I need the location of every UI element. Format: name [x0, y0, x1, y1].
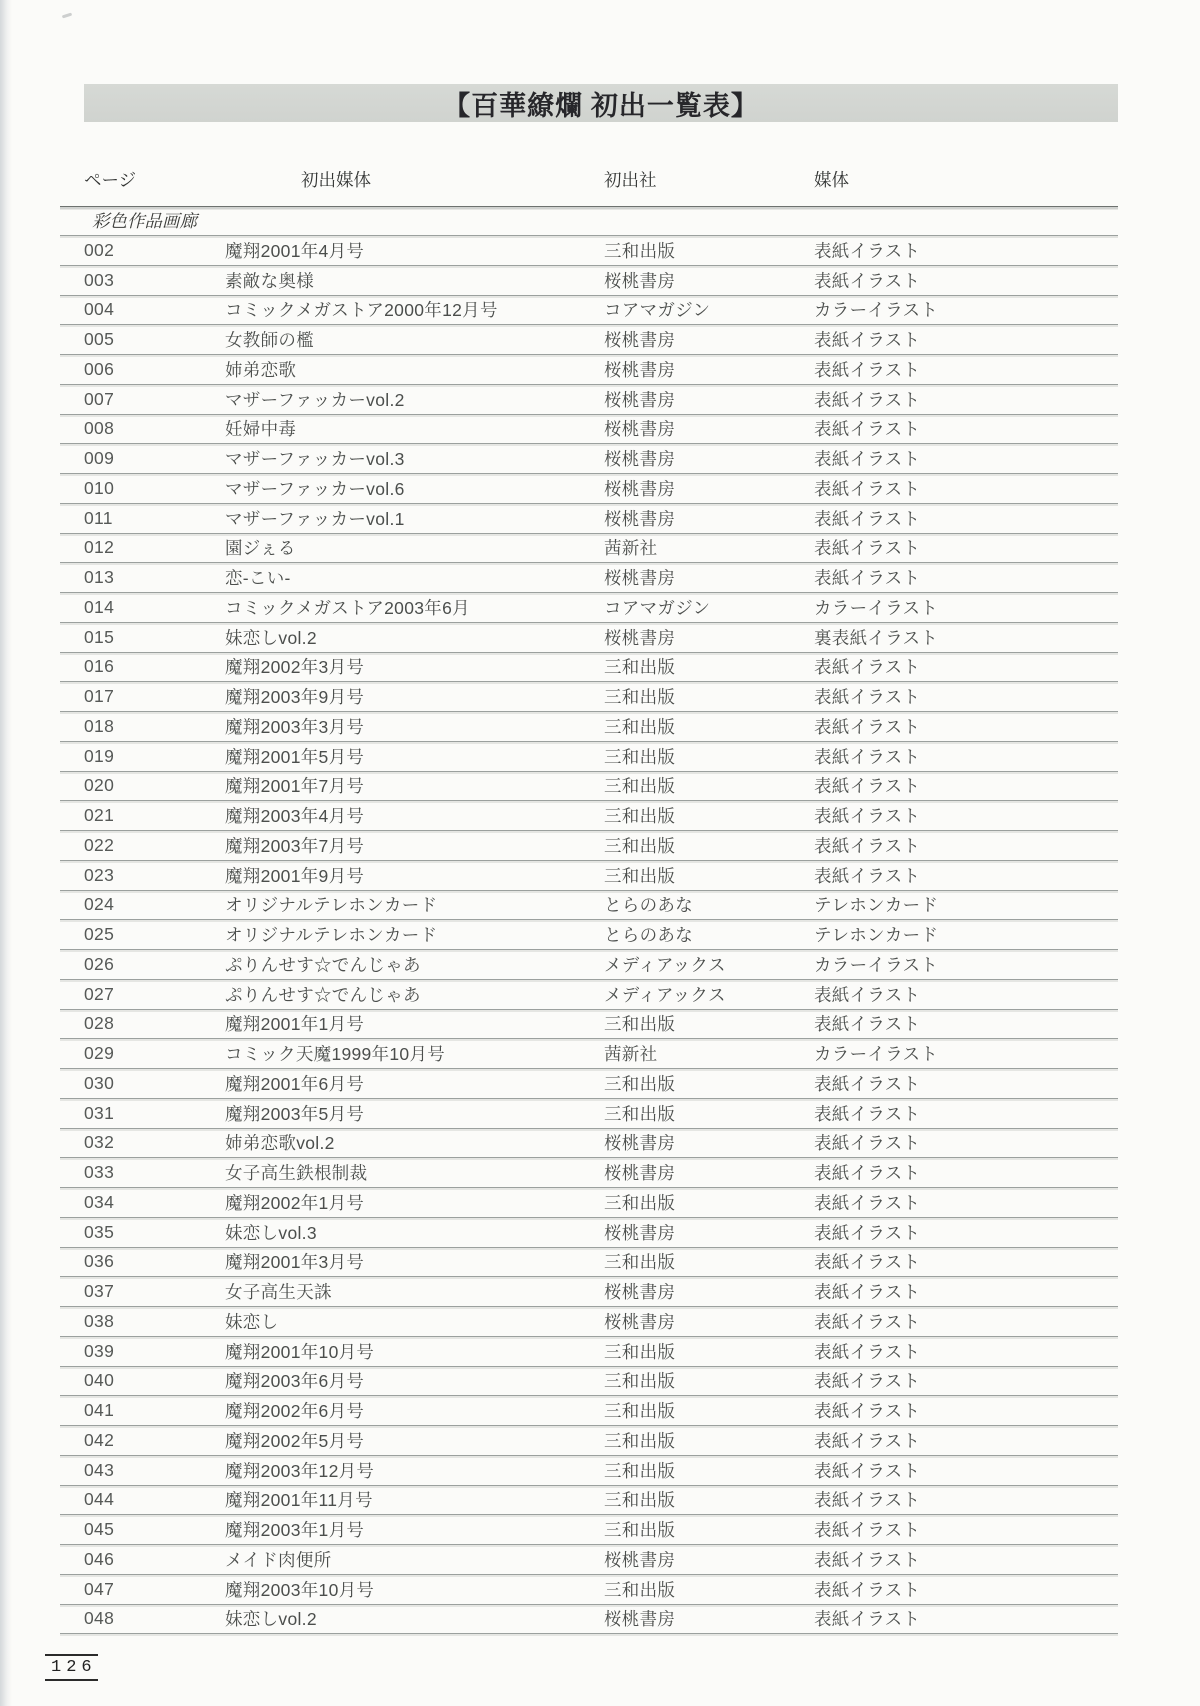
- cell-media: 魔翔2003年1月号: [225, 1520, 365, 1541]
- cell-page-number: 025: [84, 924, 115, 945]
- cell-type: テレホンカード: [814, 895, 939, 916]
- cell-page-number: 030: [84, 1072, 115, 1093]
- table-row: [60, 1248, 1118, 1278]
- cell-publisher: メディアックス: [604, 984, 726, 1005]
- title-bar: [84, 84, 1118, 122]
- cell-media: 妊婦中毒: [225, 419, 297, 440]
- cell-media: オリジナルテレホンカード: [225, 925, 438, 946]
- cell-media: 魔翔2003年12月号: [225, 1460, 375, 1481]
- cell-media: 女教師の檻: [225, 330, 314, 351]
- cell-media: 魔翔2001年6月号: [225, 1073, 365, 1094]
- table-row: [60, 920, 1118, 950]
- cell-publisher: 桜桃書房: [604, 1609, 676, 1630]
- cell-type: 表紙イラスト: [814, 419, 921, 440]
- cell-media: 魔翔2003年6月号: [225, 1371, 365, 1392]
- cell-type: 表紙イラスト: [814, 538, 921, 559]
- table-row: [60, 742, 1118, 772]
- cell-media: コミックメガストア2003年6月: [225, 597, 470, 618]
- cell-type: 表紙イラスト: [814, 330, 921, 351]
- cell-publisher: 三和出版: [604, 746, 676, 767]
- table-row: [60, 534, 1118, 564]
- cell-page-number: 042: [84, 1429, 115, 1450]
- cell-page-number: 012: [84, 537, 115, 558]
- cell-publisher: 三和出版: [604, 1252, 676, 1273]
- cell-page-number: 028: [84, 1013, 115, 1034]
- cell-publisher: 三和出版: [604, 1579, 676, 1600]
- cell-type: 表紙イラスト: [814, 687, 921, 708]
- cell-type: 表紙イラスト: [814, 1609, 921, 1630]
- page-title: 【百華繚爛 初出一覧表】: [443, 90, 759, 121]
- table-row: [60, 444, 1118, 474]
- cell-media: ぷりんせす☆でんじゃあ: [225, 954, 421, 975]
- cell-type: 表紙イラスト: [814, 1252, 921, 1273]
- cell-publisher: 茜新社: [604, 538, 658, 559]
- cell-page-number: 022: [84, 834, 115, 855]
- cell-type: 表紙イラスト: [814, 835, 921, 856]
- cell-publisher: 三和出版: [604, 1371, 676, 1392]
- cell-media: 魔翔2003年3月号: [225, 716, 365, 737]
- cell-media: コミックメガストア2000年12月号: [225, 300, 498, 321]
- table-row: [60, 1456, 1118, 1486]
- cell-type: 表紙イラスト: [814, 1163, 921, 1184]
- cell-media: 姉弟恋歌: [225, 359, 297, 380]
- cell-publisher: 桜桃書房: [604, 508, 676, 529]
- first-publication-table: [60, 165, 1118, 1634]
- cell-media: 園ジぇる: [225, 538, 296, 559]
- col-header-media: 初出媒体: [301, 170, 371, 190]
- cell-page-number: 009: [84, 448, 115, 469]
- cell-page-number: 020: [84, 775, 115, 796]
- table-row: [60, 236, 1118, 266]
- table-row: [60, 1426, 1118, 1456]
- cell-page-number: 047: [84, 1578, 115, 1599]
- cell-type: 表紙イラスト: [814, 716, 921, 737]
- cell-page-number: 026: [84, 953, 115, 974]
- cell-page-number: 031: [84, 1102, 115, 1123]
- cell-media: 魔翔2001年9月号: [225, 865, 365, 886]
- cell-type: 表紙イラスト: [814, 1371, 921, 1392]
- cell-type: 表紙イラスト: [814, 1014, 921, 1035]
- cell-publisher: 三和出版: [604, 687, 676, 708]
- cell-type: 表紙イラスト: [814, 657, 921, 678]
- table-row: [60, 1039, 1118, 1069]
- cell-page-number: 038: [84, 1310, 115, 1331]
- cell-publisher: 三和出版: [604, 1401, 676, 1422]
- table-row: [60, 950, 1118, 980]
- cell-media: 魔翔2001年1月号: [225, 1014, 365, 1035]
- cell-type: 表紙イラスト: [814, 568, 921, 589]
- table-row: [60, 325, 1118, 355]
- cell-publisher: 桜桃書房: [604, 270, 676, 291]
- table-row: [60, 1277, 1118, 1307]
- cell-type: 表紙イラスト: [814, 984, 921, 1005]
- cell-media: 魔翔2001年3月号: [225, 1252, 365, 1273]
- cell-publisher: 三和出版: [604, 1430, 676, 1451]
- cell-publisher: 桜桃書房: [604, 1311, 676, 1332]
- cell-page-number: 010: [84, 477, 115, 498]
- cell-publisher: 桜桃書房: [604, 419, 676, 440]
- cell-page-number: 034: [84, 1191, 115, 1212]
- cell-type: 表紙イラスト: [814, 1192, 921, 1213]
- col-header-type: 媒体: [814, 170, 849, 190]
- cell-media: 女子高生鉄根制裁: [225, 1163, 368, 1184]
- table-body: [60, 236, 1118, 1634]
- cell-type: 表紙イラスト: [814, 1460, 921, 1481]
- cell-media: 妹恋しvol.3: [225, 1222, 317, 1243]
- cell-publisher: 三和出版: [604, 240, 676, 261]
- cell-publisher: 桜桃書房: [604, 330, 676, 351]
- table-row: [60, 1545, 1118, 1575]
- cell-page-number: 004: [84, 299, 115, 320]
- cell-type: 表紙イラスト: [814, 865, 921, 886]
- cell-type: カラーイラスト: [814, 1044, 939, 1065]
- table-row: [60, 1188, 1118, 1218]
- cell-media: 妹恋し: [225, 1311, 279, 1332]
- table-row: [60, 1486, 1118, 1516]
- cell-publisher: 三和出版: [604, 865, 676, 886]
- table-row: [60, 861, 1118, 891]
- table-header-row: [60, 165, 1118, 207]
- table-row: [60, 1307, 1118, 1337]
- cell-publisher: 桜桃書房: [604, 449, 676, 470]
- table-row: [60, 504, 1118, 534]
- cell-media: 魔翔2003年5月号: [225, 1103, 365, 1124]
- cell-page-number: 024: [84, 894, 115, 915]
- cell-media: 妹恋しvol.2: [225, 1609, 317, 1630]
- cell-publisher: 三和出版: [604, 806, 676, 827]
- cell-type: 表紙イラスト: [814, 359, 921, 380]
- cell-page-number: 032: [84, 1132, 115, 1153]
- cell-page-number: 016: [84, 656, 115, 677]
- cell-page-number: 005: [84, 329, 115, 350]
- page-number: 126: [45, 1654, 98, 1681]
- cell-publisher: 三和出版: [604, 1073, 676, 1094]
- cell-page-number: 013: [84, 567, 115, 588]
- cell-publisher: 桜桃書房: [604, 1282, 676, 1303]
- table-row: [60, 296, 1118, 326]
- cell-media: 魔翔2003年4月号: [225, 806, 365, 827]
- cell-page-number: 037: [84, 1281, 115, 1302]
- cell-media: マザーファッカーvol.2: [225, 389, 405, 410]
- section-row: [60, 207, 1118, 236]
- cell-type: 表紙イラスト: [814, 1520, 921, 1541]
- cell-media: 魔翔2002年1月号: [225, 1192, 365, 1213]
- cell-publisher: 三和出版: [604, 1520, 676, 1541]
- table-row: [60, 474, 1118, 504]
- cell-page-number: 014: [84, 596, 115, 617]
- cell-publisher: 桜桃書房: [604, 389, 676, 410]
- cell-publisher: 三和出版: [604, 1341, 676, 1362]
- cell-media: マザーファッカーvol.3: [225, 449, 405, 470]
- cell-media: マザーファッカーvol.1: [225, 508, 405, 529]
- cell-publisher: とらのあな: [604, 925, 693, 946]
- section-label: 彩色作品画廊: [92, 211, 197, 231]
- table-row: [60, 563, 1118, 593]
- cell-publisher: 三和出版: [604, 1460, 676, 1481]
- table-row: [60, 623, 1118, 653]
- cell-page-number: 045: [84, 1519, 115, 1540]
- cell-media: 魔翔2002年6月号: [225, 1401, 365, 1422]
- cell-page-number: 007: [84, 388, 115, 409]
- cell-media: 素敵な奥様: [225, 270, 314, 291]
- cell-publisher: 茜新社: [604, 1044, 658, 1065]
- table-row: [60, 1337, 1118, 1367]
- cell-type: 表紙イラスト: [814, 806, 921, 827]
- cell-media: 妹恋しvol.2: [225, 627, 317, 648]
- cell-publisher: 三和出版: [604, 835, 676, 856]
- cell-media: 魔翔2003年9月号: [225, 687, 365, 708]
- cell-media: コミック天魔1999年10月号: [225, 1044, 446, 1065]
- cell-media: 魔翔2001年10月号: [225, 1341, 375, 1362]
- cell-type: 表紙イラスト: [814, 508, 921, 529]
- table-row: [60, 1129, 1118, 1159]
- table-row: [60, 712, 1118, 742]
- cell-media: 恋-こい-: [225, 568, 291, 589]
- cell-media: 魔翔2003年10月号: [225, 1579, 375, 1600]
- cell-publisher: 桜桃書房: [604, 478, 676, 499]
- cell-publisher: 桜桃書房: [604, 1163, 676, 1184]
- cell-publisher: 三和出版: [604, 657, 676, 678]
- table-row: [60, 1069, 1118, 1099]
- cell-type: 表紙イラスト: [814, 270, 921, 291]
- cell-page-number: 041: [84, 1400, 115, 1421]
- cell-media: 魔翔2001年5月号: [225, 746, 365, 767]
- cell-publisher: とらのあな: [604, 895, 693, 916]
- cell-publisher: 三和出版: [604, 1192, 676, 1213]
- cell-type: 表紙イラスト: [814, 1579, 921, 1600]
- cell-page-number: 027: [84, 983, 115, 1004]
- cell-type: 表紙イラスト: [814, 1549, 921, 1570]
- cell-media: 魔翔2002年5月号: [225, 1430, 365, 1451]
- cell-type: 表紙イラスト: [814, 1133, 921, 1154]
- cell-page-number: 002: [84, 239, 115, 260]
- cell-type: 表紙イラスト: [814, 1073, 921, 1094]
- table-row: [60, 1515, 1118, 1545]
- cell-media: 魔翔2003年7月号: [225, 835, 365, 856]
- table-row: [60, 1158, 1118, 1188]
- cell-publisher: 桜桃書房: [604, 1133, 676, 1154]
- col-header-page: ページ: [84, 170, 137, 190]
- cell-publisher: 桜桃書房: [604, 627, 676, 648]
- table-row: [60, 1367, 1118, 1397]
- cell-type: 表紙イラスト: [814, 389, 921, 410]
- cell-type: 表紙イラスト: [814, 1311, 921, 1332]
- cell-page-number: 040: [84, 1370, 115, 1391]
- cell-publisher: 桜桃書房: [604, 568, 676, 589]
- table-row: [60, 385, 1118, 415]
- cell-media: 女子高生天誅: [225, 1282, 332, 1303]
- table-row: [60, 980, 1118, 1010]
- cell-page-number: 015: [84, 626, 115, 647]
- cell-type: 表紙イラスト: [814, 1401, 921, 1422]
- table-row: [60, 593, 1118, 623]
- cell-publisher: 三和出版: [604, 1014, 676, 1035]
- cell-page-number: 036: [84, 1251, 115, 1272]
- cell-media: 姉弟恋歌vol.2: [225, 1133, 335, 1154]
- cell-type: 表紙イラスト: [814, 1430, 921, 1451]
- cell-page-number: 039: [84, 1340, 115, 1361]
- cell-type: カラーイラスト: [814, 300, 939, 321]
- cell-page-number: 046: [84, 1548, 115, 1569]
- table-row: [60, 355, 1118, 385]
- cell-publisher: 三和出版: [604, 776, 676, 797]
- cell-type: 表紙イラスト: [814, 1103, 921, 1124]
- cell-publisher: コアマガジン: [604, 597, 711, 618]
- cell-type: テレホンカード: [814, 925, 939, 946]
- col-header-publisher: 初出社: [604, 170, 657, 190]
- cell-type: 裏表紙イラスト: [814, 627, 939, 648]
- scan-artifact: [62, 13, 72, 19]
- table-row: [60, 682, 1118, 712]
- scan-edge-shadow: [0, 0, 12, 1706]
- table-row: [60, 831, 1118, 861]
- cell-page-number: 023: [84, 864, 115, 885]
- cell-page-number: 019: [84, 745, 115, 766]
- table-row: [60, 1218, 1118, 1248]
- cell-media: 魔翔2001年4月号: [225, 240, 365, 261]
- cell-media: マザーファッカーvol.6: [225, 478, 405, 499]
- table-row: [60, 653, 1118, 683]
- table-row: [60, 1605, 1118, 1635]
- cell-media: 魔翔2001年7月号: [225, 776, 365, 797]
- cell-type: 表紙イラスト: [814, 1341, 921, 1362]
- cell-page-number: 003: [84, 269, 115, 290]
- cell-page-number: 018: [84, 715, 115, 736]
- table-row: [60, 266, 1118, 296]
- cell-publisher: コアマガジン: [604, 300, 711, 321]
- cell-publisher: 桜桃書房: [604, 1222, 676, 1243]
- cell-page-number: 044: [84, 1489, 115, 1510]
- cell-publisher: 桜桃書房: [604, 1549, 676, 1570]
- cell-publisher: 三和出版: [604, 1490, 676, 1511]
- cell-type: カラーイラスト: [814, 954, 939, 975]
- cell-page-number: 021: [84, 805, 115, 826]
- cell-page-number: 008: [84, 418, 115, 439]
- cell-type: 表紙イラスト: [814, 1222, 921, 1243]
- cell-media: 魔翔2001年11月号: [225, 1490, 373, 1511]
- cell-page-number: 017: [84, 686, 115, 707]
- table-row: [60, 891, 1118, 921]
- cell-publisher: 桜桃書房: [604, 359, 676, 380]
- cell-type: 表紙イラスト: [814, 1282, 921, 1303]
- cell-page-number: 011: [84, 507, 113, 528]
- cell-type: 表紙イラスト: [814, 1490, 921, 1511]
- cell-type: カラーイラスト: [814, 597, 939, 618]
- cell-type: 表紙イラスト: [814, 240, 921, 261]
- table-row: [60, 801, 1118, 831]
- table-row: [60, 1099, 1118, 1129]
- cell-page-number: 048: [84, 1608, 115, 1629]
- cell-page-number: 043: [84, 1459, 115, 1480]
- cell-publisher: 三和出版: [604, 1103, 676, 1124]
- table-row: [60, 772, 1118, 802]
- cell-publisher: 三和出版: [604, 716, 676, 737]
- table-row: [60, 1575, 1118, 1605]
- cell-media: メイド肉便所: [225, 1549, 332, 1570]
- cell-type: 表紙イラスト: [814, 449, 921, 470]
- cell-media: オリジナルテレホンカード: [225, 895, 438, 916]
- cell-type: 表紙イラスト: [814, 478, 921, 499]
- cell-page-number: 029: [84, 1043, 115, 1064]
- table-row: [60, 415, 1118, 445]
- table-row: [60, 1396, 1118, 1426]
- cell-type: 表紙イラスト: [814, 776, 921, 797]
- cell-page-number: 006: [84, 358, 115, 379]
- table-row: [60, 1010, 1118, 1040]
- cell-publisher: メディアックス: [604, 954, 726, 975]
- cell-page-number: 035: [84, 1221, 115, 1242]
- cell-page-number: 033: [84, 1162, 115, 1183]
- cell-media: ぷりんせす☆でんじゃあ: [225, 984, 421, 1005]
- cell-type: 表紙イラスト: [814, 746, 921, 767]
- cell-media: 魔翔2002年3月号: [225, 657, 365, 678]
